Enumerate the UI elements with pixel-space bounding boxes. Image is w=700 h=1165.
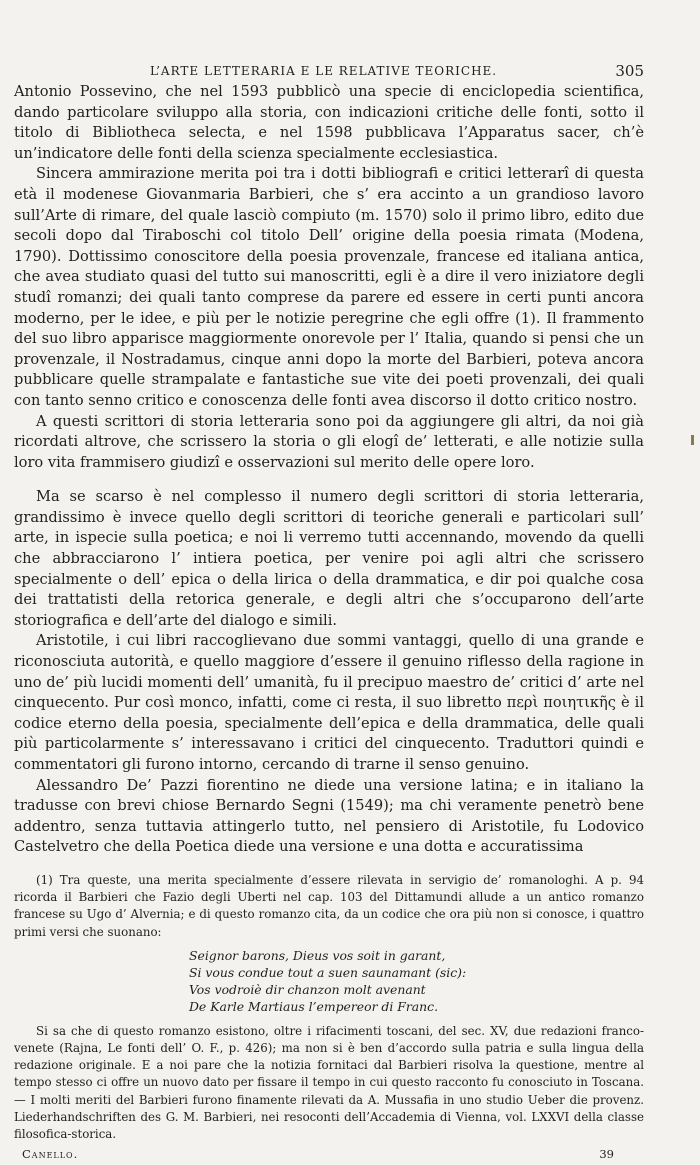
- paragraph: Antonio Possevino, che nel 1593 pubblicò una specie di enciclopedia scientifica, dando particolare sviluppo alla storia, con indicazioni critiche delle fonti, sotto il titolo di Bibliotheca selecta, e nel 1598 pubblicava l’Apparatus sacer, ch’è un’indicatore delle fonti della scienza specialmente ecclesiastica.: [14, 83, 644, 162]
- footnote-closing: Si sa che di questo romanzo esistono, oltre i rifacimenti toscani, del sec. XV, due redazioni franco-venete (Rajna, Le fonti dell’ O. F., p. 426); ma non si è ben d’accordo sulla patria e sulla lingua della redazione originale. E a noi pare che la notizia fornitaci dal Barbieri risolva la questione, mentre al tempo stesso ci offre un nuovo dato per fissare il tempo in cui questo racconto fu conosciuto in Toscana. — I molti meriti del Barbieri furono finamente rilevati da A. Mussafia in uno studio Ueber die provenz. Liederhandschriften des G. M. Barbieri, nei resoconti dell’Accademia di Vienna, vol. LXXVI della classe filosofica-storica.: [14, 1023, 644, 1141]
- page-number: 305: [615, 62, 644, 80]
- verse-quotation: [189, 947, 644, 1015]
- paragraph: Ma se scarso è nel complesso il numero degli scrittori di storia letteraria, grandissimo è invece quello degli scrittori di teoriche generali e particolari sull’ arte, in ispecie sulla poetica; e noi li verremo tutti accennando, movendo da quelli che abbracciarono l’ intiera poetica, per venire poi agli altri che scrissero specialmente o dell’ epica o della lirica o della drammatica, e dir poi qualche cosa dei trattatisti della retorica generale, e degli altri che s’occuparono dell’arte storiografica e dell’arte del dialogo e simili.: [14, 488, 644, 629]
- paragraph: Sincera ammirazione merita poi tra i dotti bibliografi e critici letterarî di questa età il modenese Giovanmaria Barbieri, che s’ era accinto a un grandioso lavoro sull’Arte di rimare, del quale lasciò compiuto (m. 1570) solo il primo libro, edito due secoli dopo dal Tiraboschi col titolo Dell’ origine della poesia rimata (Modena, 1790). Dottissimo conoscitore della poesia provenzale, francese ed italiana antica, che avea studiato quasi del tutto sui manoscritti, egli è a dire il vero iniziatore degli studî romanzi; dei quali tanto comprese da parere ed essere in certi punti ancora moderno, per le idee, e più per le notizie peregrine che egli offre (1). Il frammento del suo libro apparisce maggiormente onorevole per l’ Italia, quando si pensi che un provenzale, il Nostradamus, cinque anni dopo la morte del Barbieri, poteva ancora pubblicare quelle strampalate e fantastiche sue vite dei poeti provenzali, dei quali con tanto senno critico e conoscenza delle fonti avea discorso il dotto critico nostro.: [14, 165, 644, 409]
- page-footer: [14, 1147, 644, 1165]
- verse-line: De Karle Martiaus l’empereor di Franc.: [189, 998, 439, 1014]
- paragraph: Aristotile, i cui libri raccoglievano due sommi vantaggi, quello di una grande e riconosciuta autorità, e quello maggiore d’essere il genuino riflesso della ragione in uno de’ più lucidi momenti dell’ umanità, fu il precipuo maestro de’ critici d’ arte nel cinquecento. Pur così monco, infatti, come ci resta, il suo libretto περὶ ποιητικῆς è il codice eterno della poesia, specialmente dell’epica e della drammatica, delle quali più particolarmente s’ interessavano i critici del cinquecento. Traduttori quindi e commentatori gli furono intorno, cercando di trarne il senso genuino.: [14, 632, 644, 773]
- paragraph: Alessandro De’ Pazzi fiorentino ne diede una versione latina; e in italiano la tradusse con brevi chiose Bernardo Segni (1549); ma chi veramente penetrò bene addentro, senza tuttavia attingerlo tutto, nel pensiero di Aristotile, fu Lodovico Castelvetro che della Poetica diede una versione e una dotta e accuratissima: [14, 776, 644, 856]
- main-text: [14, 82, 644, 858]
- verse-line: Vos vodroiè dir chanzon molt avenant: [189, 981, 426, 997]
- verse-line: Si vous condue tout a suen saunamant (sic):: [189, 964, 467, 980]
- paragraph: A questi scrittori di storia letteraria sono poi da aggiungere gli altri, da noi già ricordati altrove, che scrissero la storia o gli elogî de’ letterati, e alle notizie sulla loro vita frammisero giudizî e osservazioni sul merito delle opere loro.: [14, 412, 644, 471]
- book-page: [14, 60, 644, 1165]
- running-title: L’ARTE LETTERARIA E LE RELATIVE TEORICHE.: [150, 64, 498, 78]
- signature-mark: Canello.: [22, 1147, 79, 1162]
- footnote-intro: (1) Tra queste, una merita specialmente d’essere rilevata in servigio de’ romanologhi. A p. 94 ricorda il Barbieri che Fazio degli Uberti nel cap. 103 del Dittamundi allude a un antico romanzo francese su Ugo d’ Alvernia; e di questo romanzo cita, da un codice che ora più non si conosce, i quattro primi versi che suonano:: [14, 872, 644, 939]
- page-edge-mark: [691, 435, 694, 445]
- verse-line: Seignor barons, Dieus vos soit in garant,: [189, 947, 446, 963]
- footnote: [14, 872, 644, 1143]
- page-header: [14, 60, 644, 82]
- sheet-number: 39: [599, 1147, 614, 1162]
